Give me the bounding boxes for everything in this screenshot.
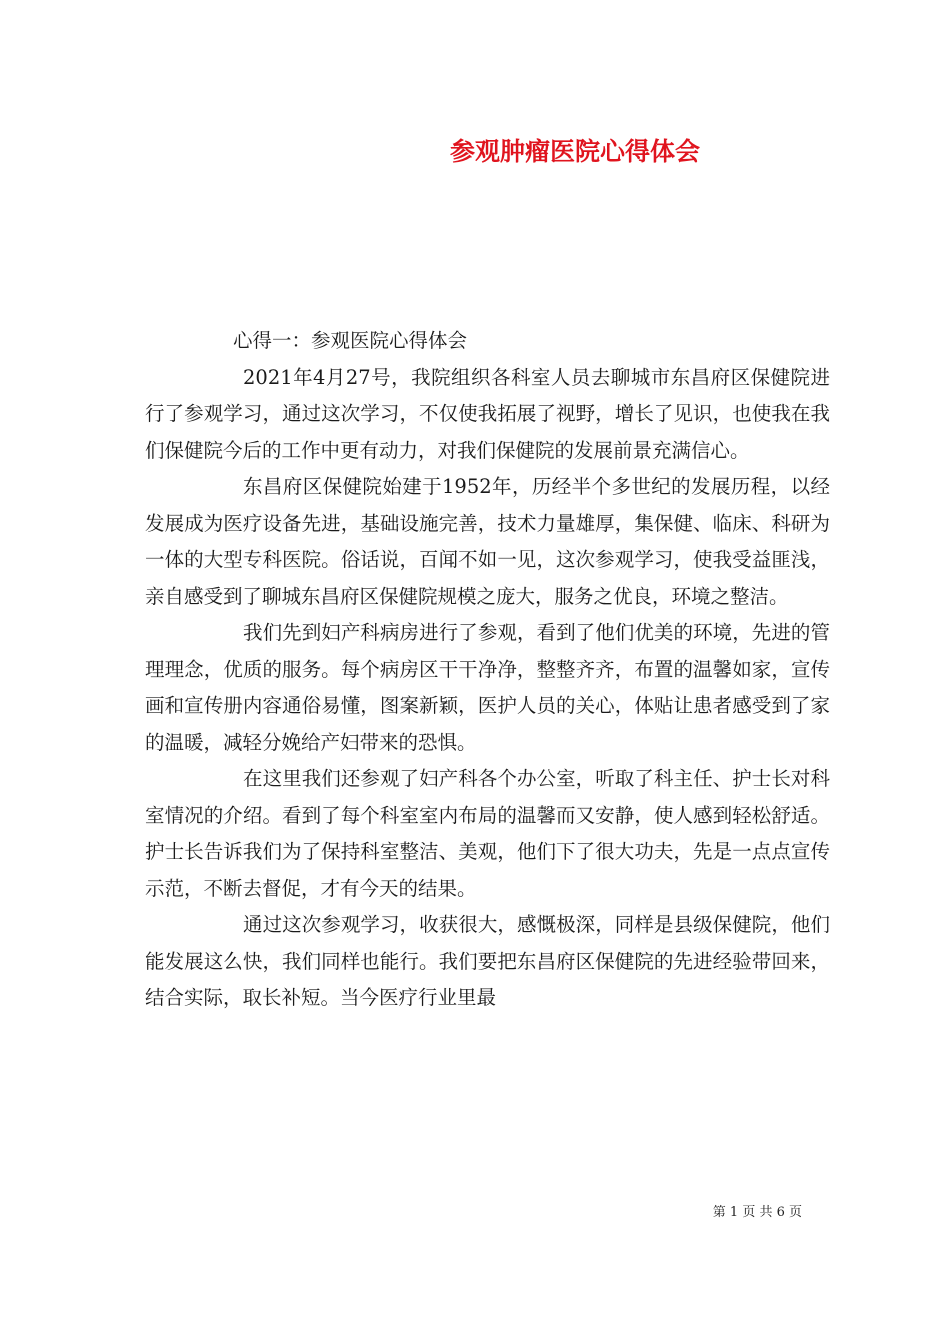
section-heading: 心得一：参观医院心得体会 — [233, 329, 468, 352]
paragraph-3: 我们先到妇产科病房进行了参观，看到了他们优美的环境，先进的管理理念，优质的服务。每个病房区干干净净，整整齐齐，布置的温馨如家，宣传画和宣传册内容通俗易懂，图案新颖，医护人员的关心，体贴让患者感受到了家的温暖，减轻分娩给产妇带来的恐惧。 — [145, 621, 830, 754]
page-number-footer: 第 1 页 共 6 页 — [712, 1205, 802, 1220]
document-title: 参观肿瘤医院心得体会 — [450, 137, 701, 166]
paragraph-1: 2021年4月27号，我院组织各科室人员去聊城市东昌府区保健院进行了参观学习，通过这次学习，不仅使我拓展了视野，增长了见识，也使我在我们保健院今后的工作中更有动力，对我们保健院的发展前景充满信心。 — [145, 365, 830, 462]
paragraph-5: 通过这次参观学习，收获很大，感慨极深，同样是县级保健院，他们能发展这么快，我们同样也能行。我们要把东昌府区保健院的先进经验带回来，结合实际，取长补短。当今医疗行业里最 — [145, 913, 830, 1009]
document-body — [145, 323, 830, 1017]
paragraph-2: 东昌府区保健院始建于1952年，历经半个多世纪的发展历程，以经发展成为医疗设备先进，基础设施完善，技术力量雄厚，集保健、临床、科研为一体的大型专科医院。俗话说，百闻不如一见，这次参观学习，使我受益匪浅，亲自感受到了聊城东昌府区保健院规模之庞大，服务之优良，环境之整洁。 — [145, 475, 830, 608]
paragraph-4: 在这里我们还参观了妇产科各个办公室，听取了科主任、护士长对科室情况的介绍。看到了每个科室室内布局的温馨而又安静，使人感到轻松舒适。护士长告诉我们为了保持科室整洁、美观，他们下了很大功夫，先是一点点宣传示范，不断去督促，才有今天的结果。 — [145, 767, 830, 900]
